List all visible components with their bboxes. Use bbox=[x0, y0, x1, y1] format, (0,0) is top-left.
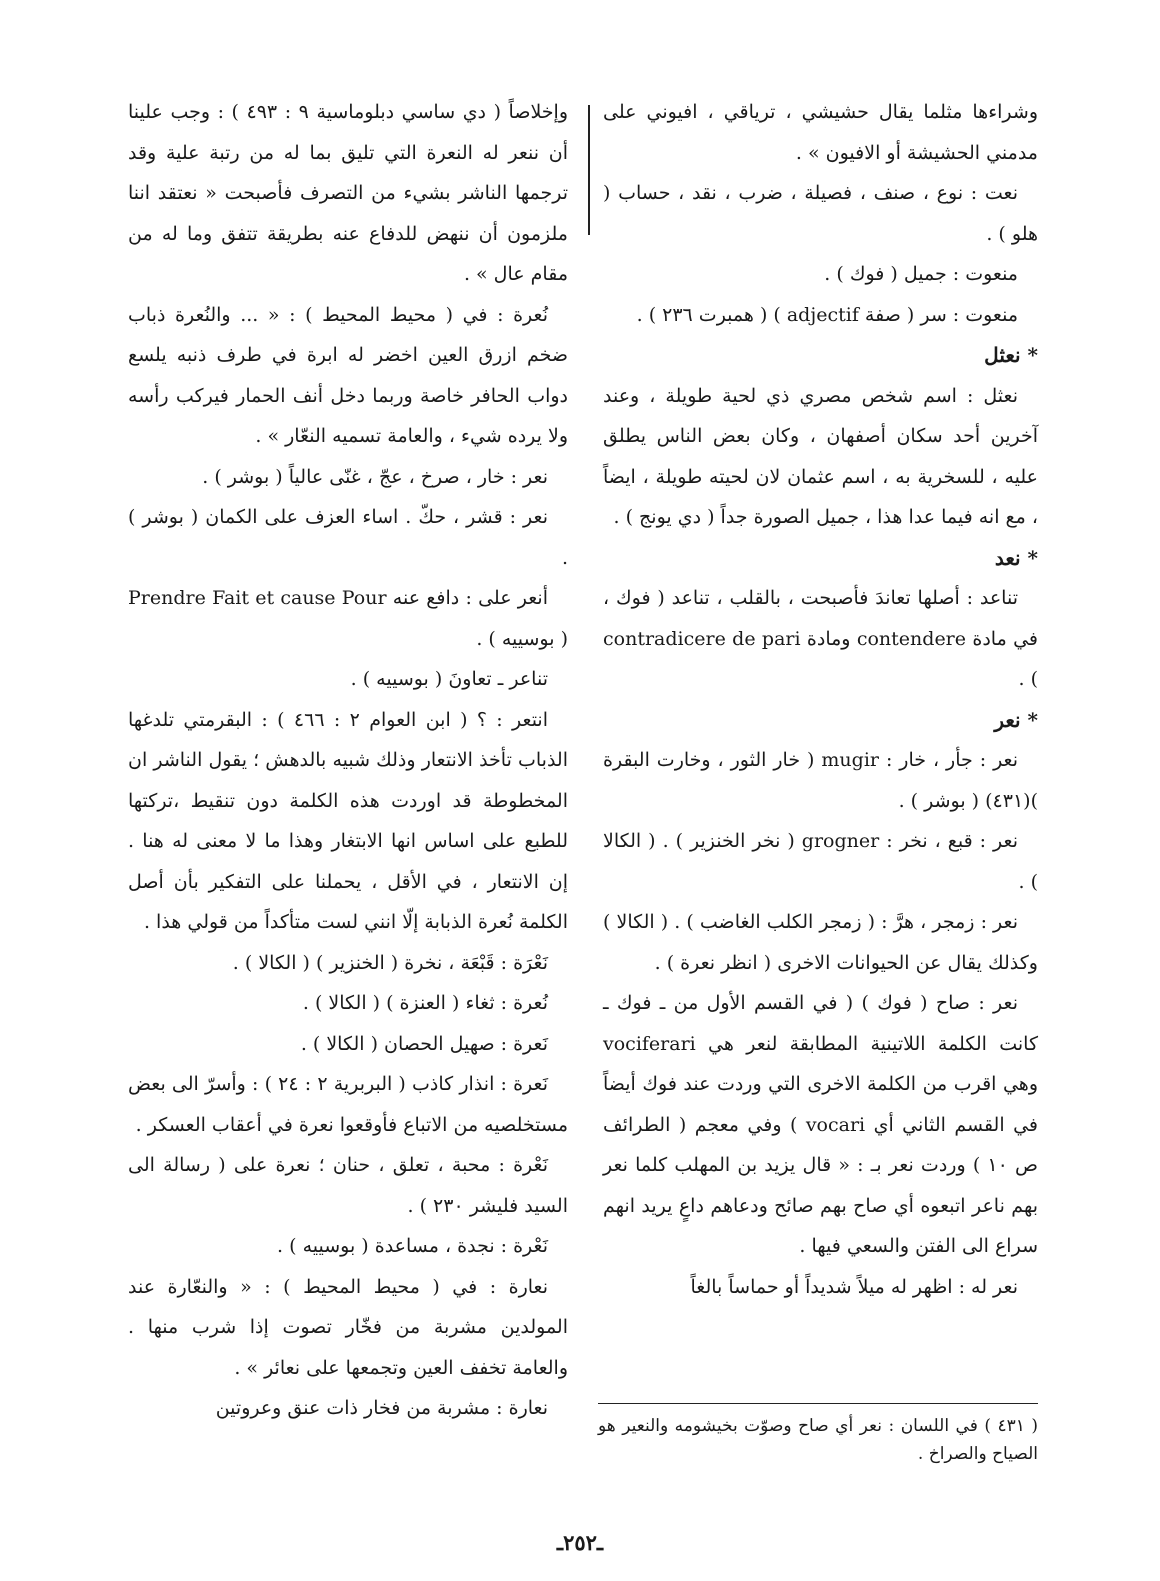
entry-paragraph: تناعر ـ تعاونَ ( بوسييه ) . bbox=[350, 668, 548, 690]
entry-paragraph: نعثل : اسم شخص مصري ذي لحية طويلة ، وعند آخرين أحد سكان أصفهان ، وكان بعض الناس يطلق عليه ، للسخرية به ، اسم عثمان لان لحيته طويلة ، ايضاً ، مع انه فيما عدا هذا ، جميل الصورة جداً ( دي يونج ) . bbox=[603, 384, 1038, 528]
root-heading: * نعد bbox=[994, 545, 1038, 570]
entry-paragraph: وإخلاصاً ( دي ساسي دبلوماسية ٩ : ٤٩٣ ) : وجب علينا أن ننعر له النعرة التي تليق بما له من رتبة علية وقد ترجمها الناشر بشيء من التصرف فأصبحت « نعتقد اننا ملزمون أن ننهض للدفاع عنه بطريقة تتفق وما له من مقام عال » . bbox=[128, 101, 569, 285]
entry-paragraph: نُعرة : في ( محيط المحيط ) : « ... والنُعرة ذباب ضخم ازرق العين اخضر له ابرة في طرف ذنبه يلسع دواب الحافر خاصة وربما دخل أنف الحمار فيركب رأسه ولا يرده شيء ، والعامة تسميه النعّار » . bbox=[128, 303, 568, 447]
entry-paragraph: منعوت : سر ( صفة adjectif ) ( همبرت ٢٣٦ ) . bbox=[636, 303, 1018, 326]
entry-paragraph: وشراءها مثلما يقال حشيشي ، ترياقي ، افيوني على مدمني الحشيشة أو الافيون » . bbox=[603, 101, 1038, 164]
footnote-rule bbox=[598, 1403, 1038, 1404]
entry-paragraph: نعارة : مشربة من فخار ذات عنق وعروتين bbox=[215, 1397, 548, 1419]
entry-paragraph: نعت : نوع ، صنف ، فصيلة ، ضرب ، نقد ، حساب ( هلو ) . bbox=[603, 182, 1038, 245]
entry-paragraph: تناعد : أصلها تعاندَ فأصبحت ، بالقلب ، تناعد ( فوك ، في مادة contendere ومادة contradicere de pari ) . bbox=[603, 587, 1039, 690]
page-number: ـ٢٥٢ـ bbox=[556, 1530, 604, 1555]
column-margin-rule bbox=[588, 105, 590, 235]
right-column bbox=[603, 92, 1038, 1307]
left-column bbox=[128, 92, 568, 1429]
entry-paragraph: نعر : قبع ، نخر : grogner ( نخر الخنزير ) . ( الكالا ) . bbox=[603, 830, 1038, 893]
entry-paragraph: نَعْرَة : قَبْعَة ، نخرة ( الخنزير ) ( الكالا ) . bbox=[232, 951, 548, 974]
entry-paragraph: نعر : صاح ( فوك ) ( في القسم الأول من ـ فوك ـ كانت الكلمة اللاتينية المطابقة لنعر هي vociferari وهي اقرب من الكلمة الاخرى التي وردت عند فوك أيضاً في القسم الثاني أي vocari ) وفي معجم ( الطرائف ص ١٠ ) وردت نعر بـ : « قال يزيد بن المهلب كلما نعر بهم ناعر اتبعوه أي صاح بهم صائح ودعاهم داعٍ يريد انهم سراع الى الفتن والسعي فيها . bbox=[603, 992, 1038, 1257]
entry-paragraph: نعر : زمجر ، هرَّ : ( زمجر الكلب الغاضب ) . ( الكالا ) وكذلك يقال عن الحيوانات الاخرى ( انظر نعرة ) . bbox=[603, 911, 1038, 974]
root-heading: * نعر bbox=[994, 707, 1038, 732]
entry-paragraph: نَعرة : انذار كاذب ( البربرية ٢ : ٢٤ ) : وأسرّ الى بعض مستخلصيه من الاتباع فأوقعوا نعرة في أعقاب العسكر . bbox=[128, 1073, 568, 1136]
footnote: ( ٤٣١ ) في اللسان : نعر أي صاح وصوّت بخيشومه والنعير هو الصياح والصراخ . bbox=[598, 1416, 1038, 1464]
entry-paragraph: نعر : خار ، صرخ ، عجّ ، غنّى عالياً ( بوشر ) . bbox=[202, 465, 548, 488]
entry-paragraph: نعر له : اظهر له ميلاً شديداً أو حماساً بالغاً bbox=[690, 1275, 1018, 1298]
entry-paragraph: نعر : جأر ، خار : mugir ( خار الثور ، وخارت البقرة )(٤٣١) ( بوشر ) . bbox=[603, 749, 1038, 812]
entry-paragraph: نَعْرة : محبة ، تعلق ، حنان ؛ نعرة على ( رسالة الى السيد فليشر ٢٣٠ ) . bbox=[128, 1154, 568, 1217]
entry-paragraph: نعر : قشر ، حكّ . اساء العزف على الكمان ( بوشر ) . bbox=[128, 506, 568, 569]
entry-paragraph: نَعرة : صهيل الحصان ( الكالا ) . bbox=[300, 1032, 548, 1055]
root-heading: * نعثل bbox=[984, 343, 1038, 367]
entry-paragraph: نُعرة : ثغاء ( العنزة ) ( الكالا ) . bbox=[302, 992, 548, 1014]
entry-paragraph: منعوت : جميل ( فوك ) . bbox=[824, 263, 1018, 285]
entry-paragraph: نعارة : في ( محيط المحيط ) : « والنعّارة عند المولدين مشربة من فخّار تصوت إذا شرب منها . والعامة تخفف العين وتجمعها على نعائر » . bbox=[128, 1275, 568, 1379]
entry-paragraph: انتعر : ؟ ( ابن العوام ٢ : ٤٦٦ ) : البقرمتي تلدغها الذباب تأخذ الانتعار وذلك شبيه بالدهش ؛ يقول الناشر ان المخطوطة قد اوردت هذه الكلمة دون تنقيط ،تركتها للطبع على اساس انها الابتغار وهذا ما لا معنى له هنا . إن الانتعار ، في الأقل ، يحملنا على التفكير بأن أصل الكلمة نُعرة الذبابة إلّا انني لست متأكداً من قولي هذا . bbox=[128, 708, 568, 933]
entry-paragraph: نَعْرة : نجدة ، مساعدة ( بوسييه ) . bbox=[277, 1235, 548, 1257]
entry-paragraph: أنعر على : دافع عنه Prendre Fait et cause Pour ( بوسييه ) . bbox=[128, 587, 568, 650]
